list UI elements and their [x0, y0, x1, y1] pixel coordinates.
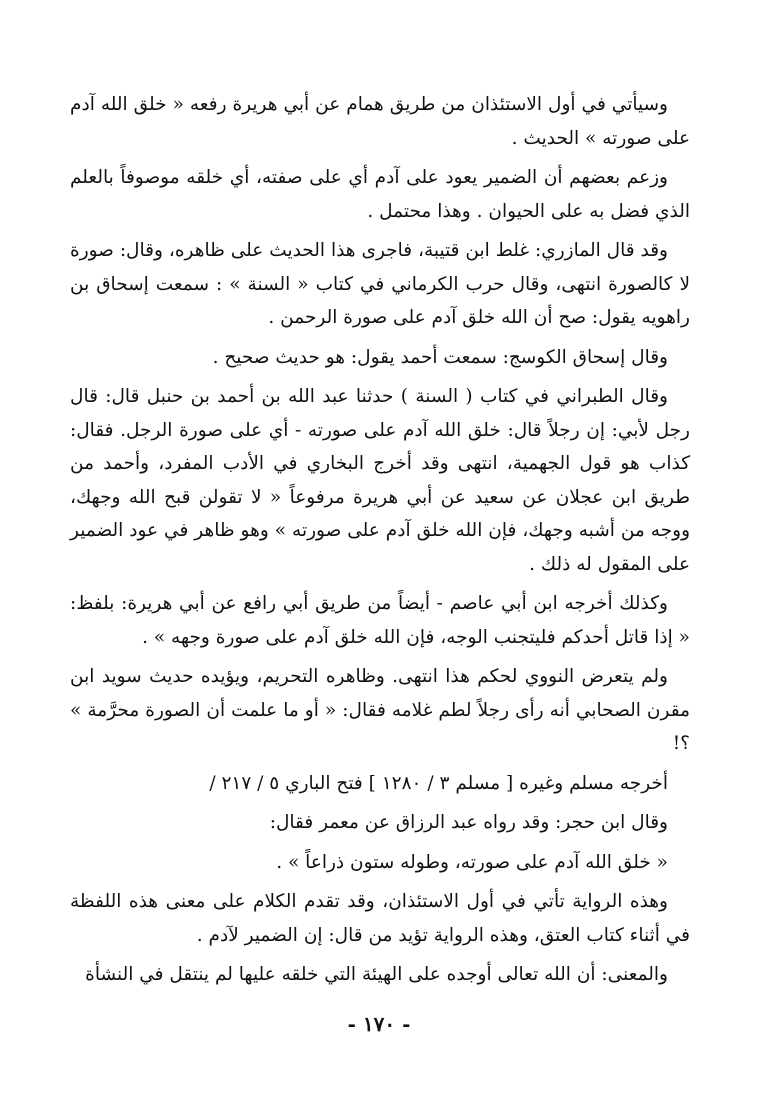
- paragraph: وسيأتي في أول الاستئذان من طريق همام عن أبي هريرة رفعه « خلق الله آدم على صورته » الحديث .: [70, 94, 690, 149]
- paragraph: وزعم بعضهم أن الضمير يعود على آدم أي على صفته، أي خلقه موصوفاً بالعلم الذي فضل به على الحيوان . وهذا محتمل .: [70, 167, 690, 222]
- paragraph: ولم يتعرض النووي لحكم هذا انتهى. وظاهره التحريم، ويؤيده حديث سويد ابن مقرن الصحابي أنه رأى رجلاً لطم غلامه فقال: « أو ما علمت أن الصورة محرَّمة » ؟!: [70, 666, 690, 754]
- paragraph: وكذلك أخرجه ابن أبي عاصم - أيضاً من طريق أبي رافع عن أبي هريرة: بلفظ: « إذا قاتل أحدكم فليتجنب الوجه، فإن الله خلق آدم على صورة وجهه » .: [70, 593, 690, 648]
- paragraph: أخرجه مسلم وغيره [ مسلم ٣ / ١٢٨٠ ] فتح الباري ٥ / ٢١٧ /: [209, 772, 668, 794]
- paragraph: وقد قال المازري: غلط ابن قتيبة، فاجرى هذا الحديث على ظاهره، وقال: صورة لا كالصورة انتهى، وقال حرب الكرماني في كتاب « السنة » : سمعت إسحاق بن راهويه يقول: صح أن الله خلق آدم على صورة الرحمن .: [70, 240, 690, 328]
- paragraph: وقال الطبراني في كتاب ( السنة ) حدثنا عبد الله بن أحمد بن حنبل قال: قال رجل لأبي: إن رجلاً قال: خلق الله آدم على صورته - أي على صورة الرجل. فقال: كذاب هو قول الجهمية، انتهى وقد أخرج البخاري في الأدب المفرد، وأحمد من طريق ابن عجلان عن سعيد عن أبي هريرة مرفوعاً « لا تقولن قبح الله وجهك، ووجه من أشبه وجهك، فإن الله خلق آدم على صورته » وهو ظاهر في عود الضمير على المقول له ذلك .: [70, 386, 690, 575]
- paragraph: « خلق الله آدم على صورته، وطوله ستون ذراعاً » .: [276, 851, 668, 873]
- paragraph: وقال إسحاق الكوسج: سمعت أحمد يقول: هو حديث صحيح .: [212, 346, 668, 368]
- page-number: - ١٧٠ -: [347, 1012, 411, 1036]
- paragraph: وقال ابن حجر: وقد رواه عبد الرزاق عن معمر فقال:: [269, 812, 668, 833]
- paragraph: وهذه الرواية تأتي في أول الاستئذان، وقد تقدم الكلام على معنى هذه اللفظة في أثناء كتاب العتق، وهذه الرواية تؤيد من قال: إن الضمير لآدم .: [70, 891, 690, 946]
- paragraph: والمعنى: أن الله تعالى أوجده على الهيئة التي خلقه عليها لم ينتقل في النشأة: [85, 964, 668, 985]
- page-body: [70, 88, 690, 998]
